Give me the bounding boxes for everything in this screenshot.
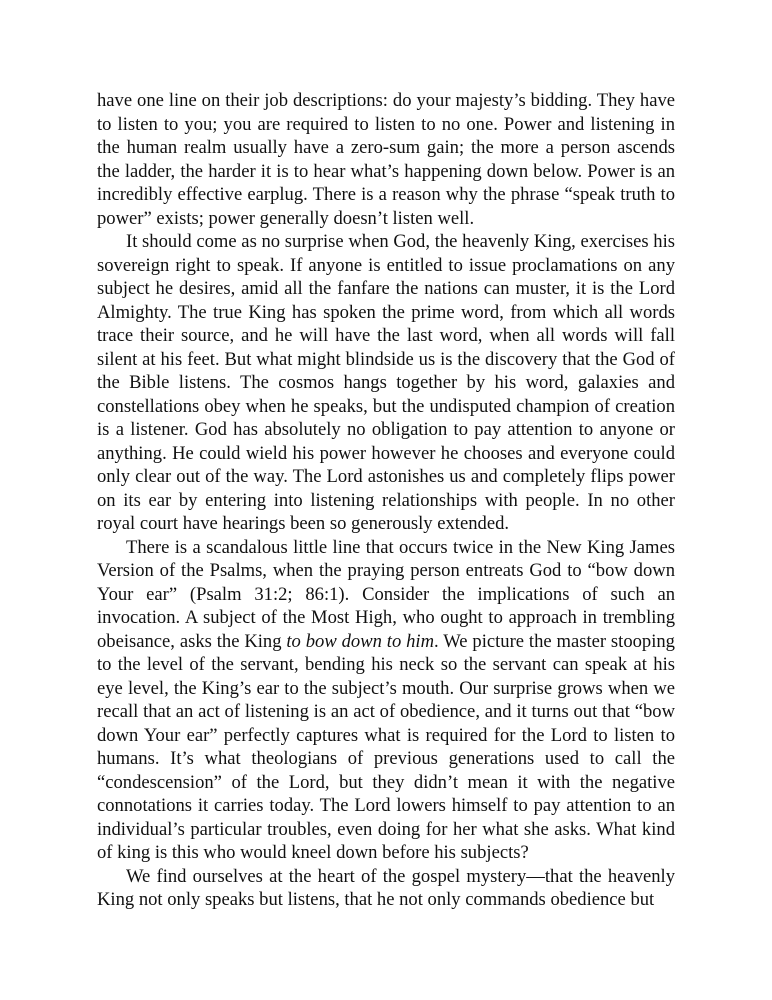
paragraph-text: It should come as no surprise when God, the heavenly King, exercises his sovereign right to speak. If anyone is entitled to issue proclamations on any subject he desires, amid all the fanfare the nations can muster, it is the Lord Almighty. The true King has spoken the prime word, from which all words trace their source, and he will have the last word, when all words will fall silent at his feet. But what might blindside us is the discovery that the God of the Bible listens. The cosmos hangs together by his word, galaxies and constellations obey when he speaks, but the undisputed champion of creation is a listener. God has absolutely no obligation to pay attention to anyone or anything. He could wield his power however he chooses and everyone could only clear out of the way. The Lord astonishes us and completely flips power on its ear by entering into listening relationships with people. In no other royal court have hearings been so generously extended. <box>97 231 675 534</box>
paragraph-4 <box>97 865 675 912</box>
italic-phrase: to bow down to him <box>286 630 435 652</box>
paragraph-text: There is a scandalous little line that occurs twice in the New King James Version of the Psalms, when the praying person entreats God to “bow down Your ear” (Psalm 31:2; 86:1). Consider the implications of such an invocation. A subject of the Most High, who ought to approach in trembling obeisance, asks the King <box>97 536 675 652</box>
paragraph-text: have one line on their job descriptions: do your majesty’s bidding. They have to listen to you; you are required to listen to no one. Power and listening in the human realm usually have a zero-sum gain; the more a person ascends the ladder, the harder it is to hear what’s happening down below. Power is an incredibly effective earplug. There is a reason why the phrase “speak truth to power” exists; power generally doesn’t listen well. <box>97 90 675 229</box>
body-text <box>97 89 675 912</box>
paragraph-3 <box>97 536 675 865</box>
paragraph-text: We find ourselves at the heart of the gospel mystery—that the heavenly King not only speaks but listens, that he not only commands obedience but <box>97 865 675 910</box>
paragraph-text: . We picture the master stooping to the level of the servant, bending his neck so the servant can speak at his eye level, the King’s ear to the subject’s mouth. Our surprise grows when we recall that an act of listening is an act of obedience, and it turns out that “bow down Your ear” perfectly captures what is required for the Lord to listen to humans. It’s what theologians of previous generations used to call the “condescension” of the Lord, but they didn’t mean it with the negative connotations it carries today. The Lord lowers himself to pay attention to an individual’s particular troubles, even doing for her what she asks. What kind of king is this who would kneel down before his subjects? <box>97 630 675 863</box>
paragraph-2 <box>97 230 675 536</box>
paragraph-1 <box>97 89 675 230</box>
